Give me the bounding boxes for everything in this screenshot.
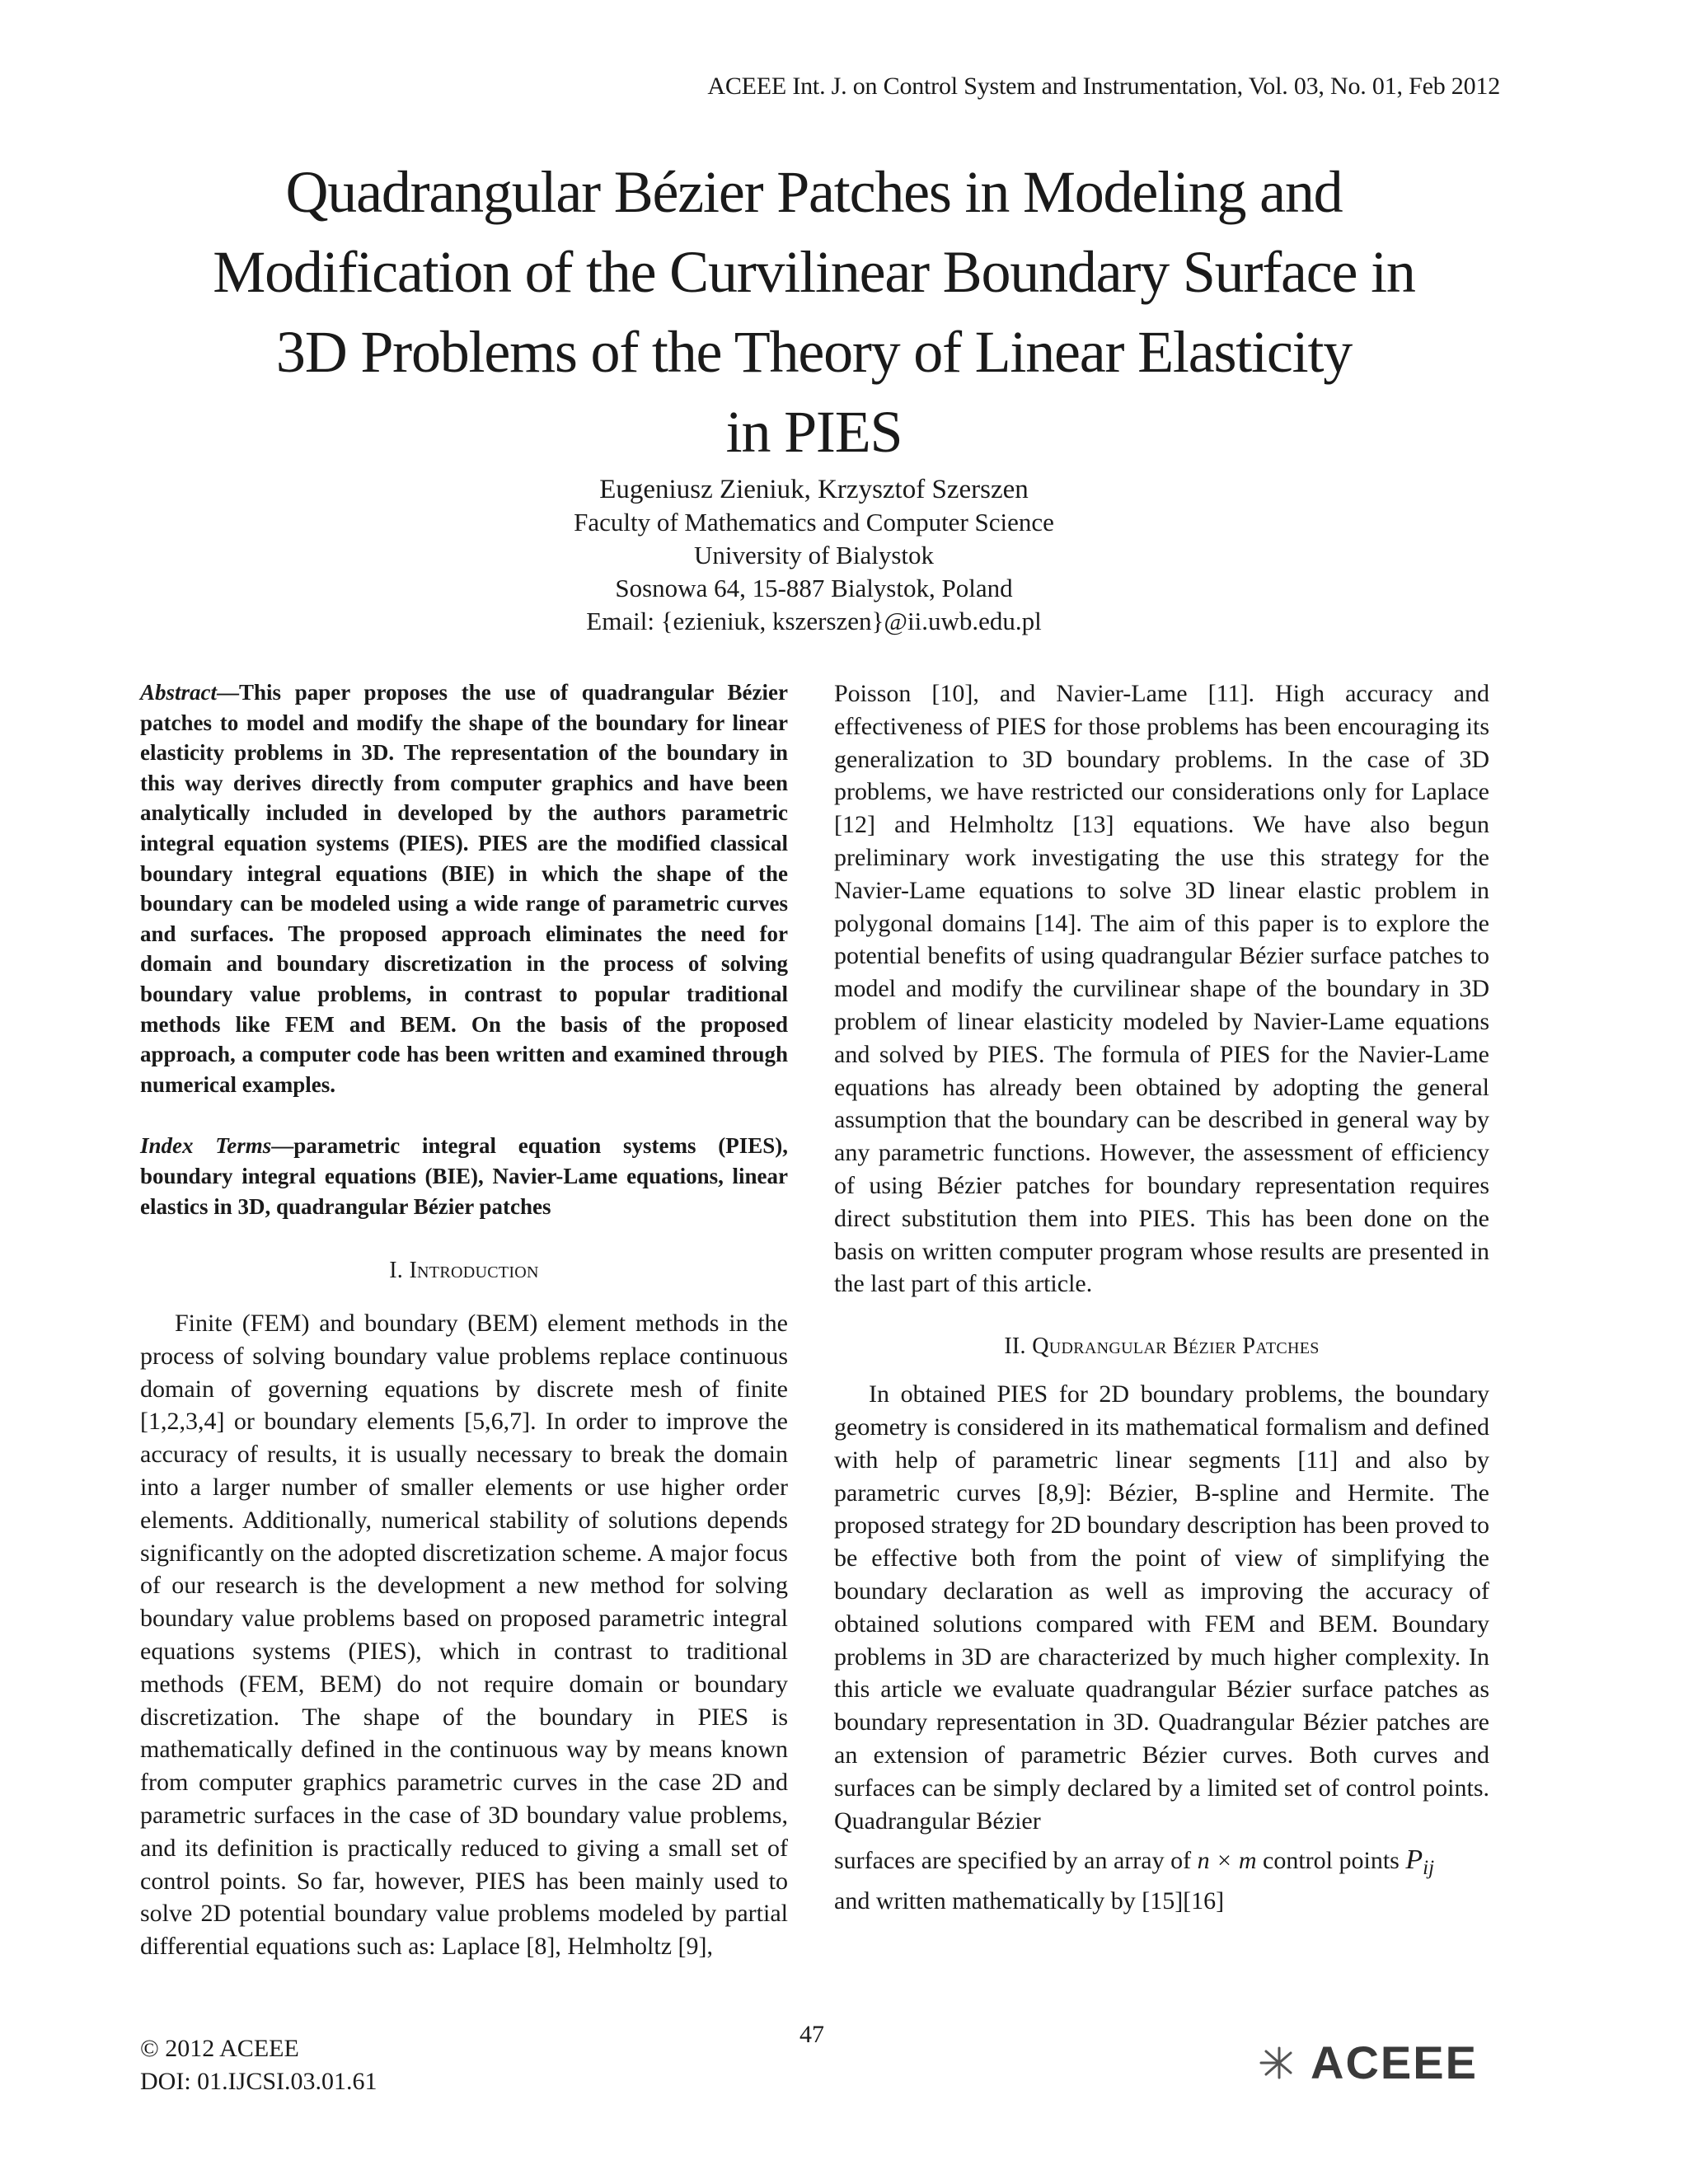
abstract-text: This paper proposes the use of quadrangular Bézier patches to model and modify the shape of the boundary for linear elasticity problems in 3D. The representation of the boundary in this way derives directly from computer graphics and have been analytically included in developed by the authors parametric integral equation systems (PIES). PIES are the modified classical boundary integral equations (BIE) in which the shape of the boundary can be modeled using a wide range of parametric curves and surfaces. The proposed approach eliminates the need for domain and boundary discretization in the process of solving boundary value problems, in contrast to popular traditional methods like FEM and BEM. On the basis of the proposed approach, a computer code has been written and examined through numerical examples. (140, 680, 788, 1097)
formula-subscript: ij (1423, 1857, 1435, 1880)
abstract-dash: — (217, 680, 240, 705)
right-column (834, 677, 1489, 1918)
title-line-2: Modification of the Curvilinear Boundary Surface in (213, 239, 1415, 305)
section-1-title: Introduction (409, 1258, 539, 1284)
formula-prefix: surfaces are specified by an array of (834, 1847, 1192, 1875)
section-heading-introduction (140, 1258, 788, 1284)
section-2-title: Qudrangular Bézier Patches (1032, 1333, 1320, 1360)
star-burst-icon (1254, 2043, 1304, 2083)
section-2-numeral: II. (1004, 1333, 1026, 1360)
abstract-label: Abstract (140, 680, 218, 705)
doi: DOI: 01.IJCSI.03.01.61 (140, 2068, 377, 2095)
introduction-continuation: Poisson [10], and Navier-Lame [11]. High accuracy and effectiveness of PIES for those problems has been encouraging its generalization to 3D boundary problems. In the case of 3D problems, we have restricted our considerations only for Laplace [12] and Helmholtz [13] equations. We have also begun preliminary work investigating the use this strategy for the Navier-Lame equations to solve 3D linear elastic problem in polygonal domains [14]. The aim of this paper is to explore the potential benefits of using quadrangular Bézier surface patches to model and modify the curvilinear shape of the boundary in 3D problem of linear elasticity modeled by Navier-Lame equations and solved by PIES. The formula of PIES for the Navier-Lame equations has already been obtained by adopting the general assumption that the boundary can be described in general way by any parametric functions. However, the assessment of efficiency of using Bézier patches for boundary representation requires direct substitution them into PIES. This has been done on the basis on written computer program whose results are presented in the last part of this article. (834, 680, 1489, 1298)
section-1-numeral: I. (389, 1258, 404, 1284)
author-address: Sosnowa 64, 15-887 Bialystok, Poland (615, 574, 1013, 602)
section-heading-bezier-patches (834, 1333, 1489, 1360)
author-email: Email: {ezieniuk, kszerszen}@ii.uwb.edu.pl (586, 607, 1042, 635)
title-line-1: Quadrangular Bézier Patches in Modeling and (285, 159, 1343, 225)
footer-left (140, 2032, 377, 2098)
title-line-3: 3D Problems of the Theory of Linear Elasticity (275, 319, 1353, 385)
left-column (140, 677, 788, 1963)
abstract (140, 677, 788, 1099)
author-faculty: Faculty of Mathematics and Computer Science (574, 508, 1054, 537)
formula-n-times-m: n × m (1197, 1847, 1257, 1875)
copyright: © 2012 ACEEE (140, 2035, 299, 2062)
introduction-paragraph: Finite (FEM) and boundary (BEM) element methods in the process of solving boundary value problems replace continuous domain of governing equations by discrete mesh of finite [1,2,3,4] or boundary elements [5,6,7]. In order to improve the accuracy of results, it is usually necessary to break the domain into a larger number of smaller elements or use higher order elements. Additionally, numerical stability of solutions depends significantly on the adopted discretization scheme. A major focus of our research is the development a new method for solving boundary value problems based on proposed parametric integral equations systems (PIES), which in contrast to traditional methods (FEM, BEM) do not require domain or boundary discretization. The shape of the boundary in PIES is mathematically defined in the continuous way by means known from computer graphics parametric curves in the case 2D and parametric surfaces in the case of 3D boundary value problems, and its definition is practically reduced to giving a small set of control points. So far, however, PIES has been mainly used to solve 2D potential boundary value problems modeled by partial differential equations such as: Laplace [8], Helmholtz [9], (140, 1310, 788, 1961)
logo-text: ACEEE (1311, 2036, 1478, 2088)
author-block (330, 473, 1298, 638)
index-terms-label: Index Terms (140, 1133, 272, 1159)
index-terms-dash: — (271, 1133, 294, 1159)
author-university: University of Bialystok (693, 541, 935, 569)
formula-last-line: and written mathematically by [15][16] (834, 1887, 1225, 1915)
journal-header: ACEEE Int. J. on Control System and Instrumentation, Vol. 03, No. 01, Feb 2012 (707, 73, 1500, 100)
paper-title (99, 152, 1529, 472)
formula-line (834, 1844, 1489, 1885)
author-names: Eugeniusz Zieniuk, Krzysztof Szerszen (599, 475, 1029, 504)
aceee-logo (1254, 2036, 1478, 2089)
index-terms-text: parametric integral equation systems (PIES), boundary integral equations (BIE), Navier-Lame equations, linear elastics in 3D, quadrangular Bézier patches (140, 1133, 788, 1219)
index-terms (140, 1131, 788, 1221)
bezier-paragraph: In obtained PIES for 2D boundary problems, the boundary geometry is considered in its mathematical formalism and defined with help of parametric linear segments [11] and also by parametric curves [8,9]: Bézier, B-spline and Hermite. The proposed strategy for 2D boundary description has been proved to be effective both from the point of view of simplifying the boundary declaration as well as improving the accuracy of obtained solutions compared with FEM and BEM. Boundary problems in 3D are characterized by much higher complexity. In this article we evaluate quadrangular Bézier surface patches as boundary representation in 3D. Quadrangular Bézier patches are an extension of parametric Bézier curves. Both curves and surfaces can be simply declared by a limited set of control points. Quadrangular Bézier (834, 1380, 1489, 1835)
formula-mid: control points (1263, 1847, 1400, 1875)
title-line-4: in PIES (725, 399, 903, 465)
formula-p: P (1405, 1844, 1423, 1876)
page-number: 47 (799, 2021, 824, 2048)
